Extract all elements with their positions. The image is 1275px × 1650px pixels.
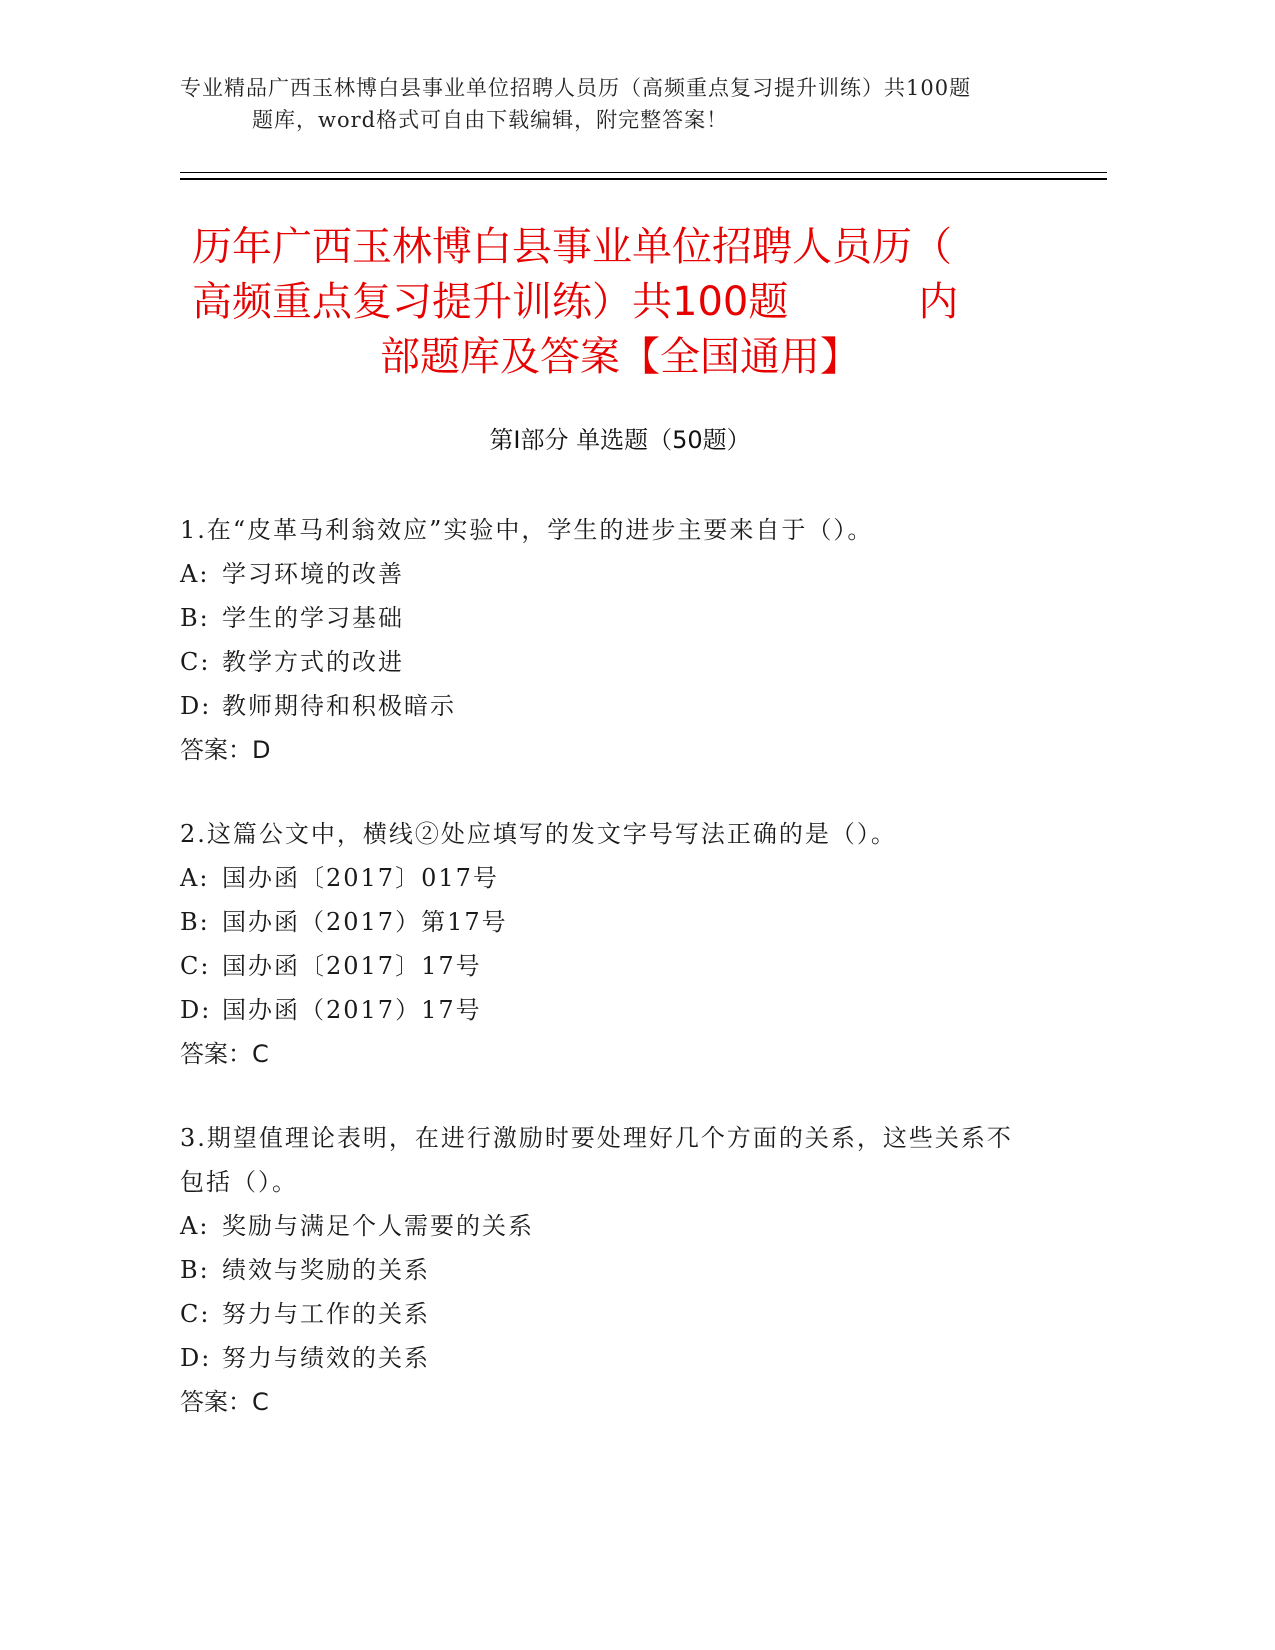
- option-c: C: 国办函〔2017〕17号: [180, 952, 482, 980]
- option-b: B: 学生的学习基础: [180, 604, 404, 632]
- title-line-2-tail: 内: [918, 279, 959, 325]
- header-rule-thick: [180, 178, 1107, 180]
- section-title: 第I部分 单选题（50题）: [489, 426, 751, 454]
- header-line-1: 专业精品广西玉林博白县事业单位招聘人员历（高频重点复习提升训练）共100题: [180, 76, 972, 100]
- header-line-2: 题库，word格式可自由下载编辑，附完整答案！: [252, 108, 729, 132]
- answer: 答案：C: [180, 1388, 269, 1416]
- question-3: [180, 1116, 1030, 1424]
- option-d: D: 国办函（2017）17号: [180, 996, 482, 1024]
- answer: 答案：C: [180, 1040, 269, 1068]
- question-1: [180, 508, 1030, 772]
- document-title: [180, 220, 1060, 385]
- option-b: B: 绩效与奖励的关系: [180, 1256, 430, 1284]
- title-line-1: 历年广西玉林博白县事业单位招聘人员历（: [192, 224, 952, 270]
- question-stem: 2.这篇公文中，横线②处应填写的发文字号写法正确的是（）。: [180, 820, 897, 848]
- document-header: [180, 72, 1060, 136]
- title-line-3: 部题库及答案【全国通用】: [380, 334, 860, 380]
- title-line-2: [180, 275, 1060, 330]
- option-b: B: 国办函（2017）第17号: [180, 908, 508, 936]
- option-a: A: 国办函〔2017〕017号: [180, 864, 499, 892]
- question-stem: 3.期望值理论表明，在进行激励时要处理好几个方面的关系，这些关系不包括（）。: [180, 1124, 1013, 1196]
- option-a: A: 学习环境的改善: [180, 560, 404, 588]
- answer: 答案：D: [180, 736, 271, 764]
- option-d: D: 努力与绩效的关系: [180, 1344, 430, 1372]
- header-rule-thin: [180, 172, 1107, 173]
- question-list: [180, 508, 1030, 1464]
- title-line-2-main: 高频重点复习提升训练）共100题: [192, 279, 789, 325]
- question-stem: 1.在“皮革马利翁效应”实验中，学生的进步主要来自于（）。: [180, 516, 874, 544]
- option-c: C: 教学方式的改进: [180, 648, 404, 676]
- option-a: A: 奖励与满足个人需要的关系: [180, 1212, 534, 1240]
- question-2: [180, 812, 1030, 1076]
- option-d: D: 教师期待和积极暗示: [180, 692, 456, 720]
- option-c: C: 努力与工作的关系: [180, 1300, 430, 1328]
